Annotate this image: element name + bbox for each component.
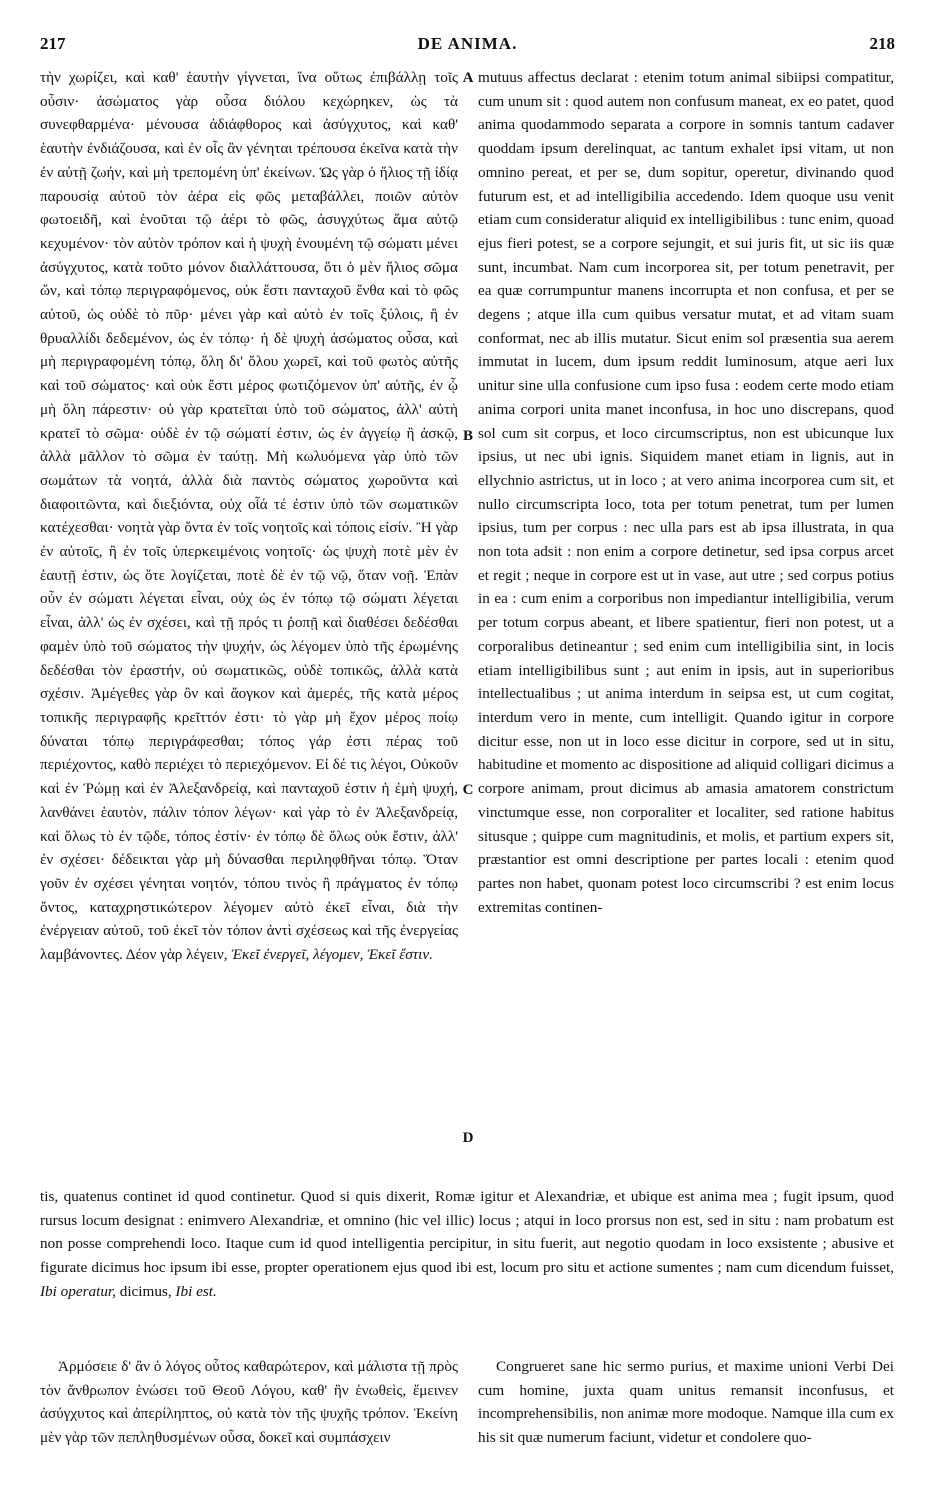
latin-text-full-width [40,1185,894,1304]
section-marker-d: D [462,1130,474,1146]
greek-text-column-top [40,66,458,967]
column-number-left: 217 [40,34,66,53]
page-header [40,34,895,56]
latin-text-column-bottom [478,1355,894,1450]
greek-paragraph-bottom: Ἁρμόσειε δ' ἂν ὁ λόγος οὗτος καθαρώτερον, καὶ μάλιστα τῇ πρὸς τὸν ἄνθρωπον ἑνώσει τοῦ Θεοῦ Λόγου, καθ' ἣν ἑνωθεὶς, ἔμεινεν ἀσύγχυτος καὶ ἀπερίληπτος, οὐ κατὰ τὸν τῆς ψυχῆς τρόπον. Ἐκείνη μὲν γὰρ τῶν πεπληθυσμένων οὖσα, δοκεῖ καὶ συμπάσχειν [40,1358,458,1447]
latin-full-text-cont: dicimus, [119,1282,172,1300]
latin-italic-phrase-1: Ibi operatur, [40,1282,116,1300]
greek-text-column-bottom [40,1355,458,1450]
latin-full-text: tis, quatenus continet id quod continetur. Quod si quis dixerit, Romæ igitur et Alexandriæ, et ubique est anima mea ; fugit ipsum, quod rursus locum designat : enimvero Alexandriæ, et omnino (hic vel illic) locus ; atqui in loco prorsus non est, sed in situ : nam probatum est non posse comprehendi loco. Itaque cum id quod intelligentia percipitur, in situ fuerit, aut negotio quodam in loco exsistente ; abusive et figurate dicimus hoc ipsum ibi esse, propter operationem ejus quod ibi est, locum pro situ et actione sumentes ; nam cum dicendum fuisset, [40,1188,894,1277]
column-number-right: 218 [869,34,895,53]
running-title: DE ANIMA. [417,34,518,53]
section-marker-a: A [462,70,474,86]
latin-text-column-top [478,66,894,919]
latin-paragraph-bottom: Congrueret sane hic sermo purius, et maxime unioni Verbi Dei cum homine, juxta quam unitus remansit inconfusus, et incomprehensibilis, non animæ more modoque. Namque illa cum ex his sit quæ numerum faciunt, videtur et condolere quo- [478,1358,894,1447]
section-marker-b: B [462,428,473,444]
section-marker-c: C [462,782,474,798]
greek-paragraph: τὴν χωρίζει, καὶ καθ' ἑαυτὴν γίγνεται, ἵνα οὕτως ἐπιβάλλῃ τοῖς οὖσιν· ἀσώματος γὰρ οὖσα διόλου κεχώρηκεν, ὡς τὰ συνεφθαρμένα· μένουσα ἀδιάφθορος καὶ ἀσύγχυτος, καὶ καθ' ἑαυτὴν ἐνδιάζουσα, καὶ ἐν οἷς ἂν γένηται τρέπουσα ἐκεῖνα κατὰ τὴν ἐν αὐτῇ ζωήν, καὶ μὴ τρεπομένη ὑπ' ἐκείνων. Ὡς γὰρ ὁ ἥλιος τῇ ἰδίᾳ παρουσίᾳ αὐτοῦ τὸν ἀέρα εἰς φῶς μεταβάλλει, ποιῶν αὐτὸν φωτοειδῆ, καὶ ἑνοῦται τῷ ἀέρι τὸ φῶς, ἀσυγχύτως ἅμα αὐτῷ κεχυμένον· τὸν αὐτὸν τρόπον καὶ ἡ ψυχὴ ἑνουμένη τῷ σώματι μένει ἀσύγχυτος, κατὰ τοῦτο μόνον διαλλάττουσα, ὅτι ὁ μὲν ἥλιος σῶμα ὤν, καὶ τόπῳ περιγραφόμενος, οὐκ ἔστι πανταχοῦ ἔνθα καὶ τὸ φῶς αὐτοῦ, ὡς οὐδὲ τὸ πῦρ· μένει γὰρ καὶ αὐτὸ ἐν τοῖς ξύλοις, ἢ ἐν θρυαλλίδι δεδεμένον, ὡς ἐν τόπῳ· ἡ δὲ ψυχὴ ἀσώματος οὖσα, καὶ μὴ περιγραφομένη τόπῳ, ὅλη δι' ὅλου χωρεῖ, καὶ τοῦ φωτὸς αὐτῆς καὶ τοῦ σώματος· καὶ οὐκ ἔστι μέρος φωτιζόμενον ὑπ' αὐτῆς, ἐν ᾧ μὴ ὅλη πάρεστιν· οὐ γὰρ κρατεῖται ὑπὸ τοῦ σώματος, ἀλλ' αὐτὴ κρατεῖ τὸ σῶμα· οὐδὲ ἐν τῷ σώματί ἐστιν, ὡς ἐν ἀγγείῳ ἢ ἀσκῷ, ἀλλὰ μᾶλλον τὸ σῶμα ἐν ταύτῃ. Μὴ κωλυόμενα γὰρ ὑπὸ τῶν σωμάτων τὰ νοητά, ἀλλὰ διὰ παντὸς σώματος χωροῦντα καὶ διαφοιτῶντα, καὶ διεξιόντα, οὐχ οἷά τέ ἐστιν ὑπὸ τῶν σωματικῶν κατέχεσθαι· νοητὰ γὰρ ὄντα ἐν τοῖς νοητοῖς καὶ τόποις εἰσίν. Ἢ γὰρ ἐν αὐτοῖς, ἢ ἐν τοῖς ὑπερκειμένοις νοητοῖς· ὡς ψυχὴ ποτὲ μὲν ἐν ἑαυτῇ ἐστιν, ὡς ὅτε λογίζεται, ποτὲ δὲ ἐν τῷ νῷ, ὅταν νοῇ. Ἐπὰν οὖν ἐν σώματι λέγεται εἶναι, οὐχ ὡς ἐν τόπῳ τῷ σώματι λέγεται εἶναι, ἀλλ' ὡς ἐν σχέσει, καὶ τῇ πρός τι ῥοπῇ καὶ διαθέσει δεδέσθαι φαμὲν ὑπὸ τοῦ σώματος τὴν ψυχήν, ὡς λέγομεν ὑπὸ τῆς ἐρωμένης δεδέσθαι τὸν ἐραστήν, οὐ σωματικῶς, οὐδὲ τοπικῶς, ἀλλὰ κατὰ σχέσιν. Ἀμέγεθες γὰρ ὂν καὶ ἄογκον καὶ ἀμερές, τῆς κατὰ μέρος τοπικῆς περιγραφῆς κρεῖττόν ἐστι· τὸ γὰρ μὴ ἔχον μέρος ποίῳ δύναται τόπῳ περιγράφεσθαι; τόπος γάρ ἐστι πέρας τοῦ περιέχοντος, καθὸ περιέχει τὸ περιεχόμενον. Εἰ δέ τις λέγοι, Οὐκοῦν καὶ ἐν Ῥώμῃ καὶ ἐν Ἀλεξανδρείᾳ, καὶ πανταχοῦ ἐστιν ἡ ἐμὴ ψυχή, λανθάνει ἑαυτὸν, πάλιν τόπον λέγων· καὶ γὰρ τὸ ἐν Ἀλεξανδρείᾳ, καὶ ὅλως τὸ ἐν τῷδε, τόπος ἐστίν· ἐν τόπῳ δὲ ὅλως οὐκ ἔστιν, ἀλλ' ἐν σχέσει· δέδεικται γὰρ μὴ δύνασθαι περιληφθῆναι τόπῳ. Ὅταν γοῦν ἐν σχέσει γένηται νοητόν, τόπου τινὸς ἢ πράγματος ἐν τόπῳ ὄντος, καταχρηστικώτερον λέγομεν αὐτὸ ἐκεῖ εἶναι, διὰ τὴν ἐνέργειαν αὐτοῦ, τοῦ ἐκεῖ τὸν τόπον ἀντὶ σχέσεως καὶ τῆς ἐνεργείας λαμβάνοντες. Δέον γὰρ λέγειν, [40,69,458,964]
greek-italic-quote: Ἐκεῖ ἐνεργεῖ, λέγομεν, Ἐκεῖ ἔστιν. [231,946,433,964]
latin-italic-phrase-2: Ibi est. [175,1282,217,1300]
latin-paragraph: mutuus affectus declarat : etenim totum animal sibiipsi compatitur, cum unum sit : quod autem non confusum maneat, ex eo patet, quod anima quodammodo separata a corpore in somnis tantum cadaver quoddam ipsum derelinquat, ac tantum exhalet ipsi vitam, ut non omnino pereat, et per se, dum sopitur, operetur, divinando quod futurum est, et ad intelligibilia accedendo. Idem quoque usu venit etiam cum consideratur aliquid ex intelligibilibus : tunc enim, quoad ejus fieri potest, se a corpore sejungit, et sui juris fit, ut sic iis quæ sunt, incumbat. Nam cum incorporea sit, per totum penetravit, per ea quæ corrumpuntur manens incorrupta et non confusa, et per se degens ; atque illa cum quibus versatur mutat, et ad vitam suam conformat, nec ab illis mutatur. Sicut enim sol præsentia sua aerem immutat in lucem, dum ipsum reddit luminosum, atque aeri lux unitur sine ulla confusione cum ipso fusa : eodem certe modo etiam anima corpori unita manet inconfusa, in hoc uno discrepans, quod sol cum sit corpus, et loco circumscriptus, non est ubicunque lux ipsius, ut nec ubi ignis. Siquidem manet etiam in lignis, aut in ellychnio astrictus, ut in loco ; at vero anima incorporea cum sit, et nullo circumscripta loco, tota per totum penetrat, tum per lumen ipsius, tum per corpus : nec ulla pars est ab ipsa illustrata, in qua non tota adsit : non enim a corpore detinetur, sed ipsa corpus arcet et regit ; neque in corpore est ut in vase, aut utre ; sed corpus potius in ea : cum enim a corporibus non impediantur intelligibilia, verum per totum corpus abeant, et libere spatientur, fieri non potest, ut a corporalibus detineantur ; sed enim cum intelligibilia sint, in locis etiam intelligibilibus sunt ; aut enim in ipsis, aut in superioribus intellectualibus ; ut anima interdum in seipsa est, ut cum cogitat, interdum vero in mente, cum intelligit. Quando igitur in corpore dicitur esse, non ut in loco esse dicitur in corpore, sed ut in situ, habitudine et momento ac dispositione ad aliquid colligari dicimus a corpore animam, prout dicimus ab amasia amatorem constrictum vinctumque esse, non corporaliter et localiter, sed ratione habitus situsque ; quippe cum magnitudinis, et molis, et partium expers sit, præstantior est omni descriptione per partes locali : etenim quod partes non habet, quonam potest loco circumscribi ? est enim locus extremitas continen- [478,69,894,916]
